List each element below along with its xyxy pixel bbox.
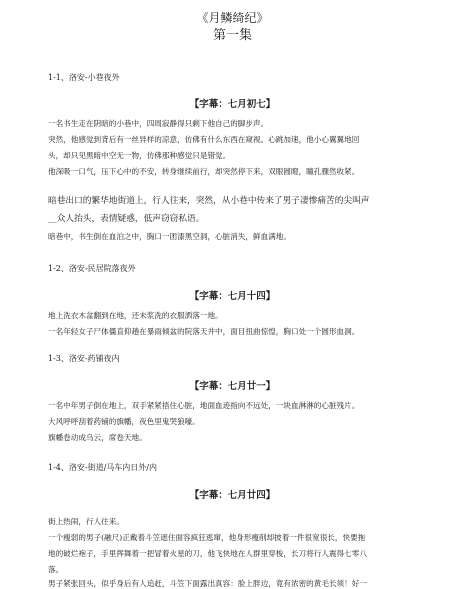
- subtitle-caption: 【字幕：七月廿一】: [189, 381, 276, 392]
- script-line: 男子紧张回头，似乎身后有人追赶，斗笠下面露出真容：脸上胖边，竟有浓密的黄毛长须！好一: [48, 579, 367, 588]
- scene-heading: 1-3、洛安-药铺夜内: [48, 354, 120, 363]
- script-line: 他深吸一口气，压下心中的不安，转身继续前行，却突然停下来，双眼圆瞪，瞳孔骤然收紧。: [48, 167, 360, 176]
- script-line: 一名中年男子倒在地上，双手紧紧捂住心脏，地面血迹指向不远处，一块血淋淋的心脏残片。: [48, 401, 360, 410]
- episode-title: 第一集: [212, 28, 252, 43]
- subtitle-caption: 【字幕：七月十四】: [189, 291, 276, 302]
- document-title: 《月鳞绮纪》: [196, 11, 269, 25]
- subtitle-caption: 【字幕：七月廿四】: [189, 490, 276, 501]
- script-line: 大风呼呼刮着药铺的旗幡，夜色里鬼哭狼嚎。: [48, 417, 200, 426]
- script-line: 一个瘦弱的男子(融尺)正戴着斗笠遮住面容疯狂逃窜，他身形瘦削却披着一件很宽很长，快要拖: [48, 533, 366, 542]
- script-line: 街上热闹，行人往来。: [48, 517, 124, 526]
- scene-heading: 1-2、洛安-民居院落夜外: [48, 264, 136, 273]
- script-line: 突然，他感觉到背后有一丝异样的凉意，仿佛有什么东西在窥视。心跳加速，他小心翼翼地回: [48, 135, 360, 144]
- script-line: 旗幡卷动成乌云，席卷天地。: [48, 433, 147, 442]
- script-line: __众人抬头，表情疑惑，低声窃窃私语。: [48, 214, 205, 224]
- script-line: 地的破烂袍子，手里挥舞着一把冒着火星的刀，他飞快地在人群里穿梭，长刀将行人震得七零八: [48, 549, 367, 558]
- script-line: 落。: [48, 565, 64, 574]
- script-line: 头，却只见黑暗中空无一物，仿佛那种感觉只是错觉。: [48, 151, 231, 160]
- subtitle-caption: 【字幕：七月初七】: [189, 99, 276, 110]
- script-line: 暗巷中，书生倒在血泊之中，胸口一团漆黑空洞，心脏消失，鲜血满地。: [48, 232, 291, 241]
- script-line: 暗巷出口的繁华地街道上，行人往来，突然，从小巷中传来了男子凄惨痛苦的尖叫声: [48, 196, 370, 206]
- scene-heading: 1-4、洛安-街道/马车内日外/内: [48, 463, 157, 472]
- scene-heading: 1-1、洛安-小巷夜外: [48, 73, 120, 82]
- script-line: 一名书生走在阴暗的小巷中，四周寂静得只剩下他自己的脚步声。: [48, 119, 269, 128]
- script-line: 一名年轻女子尸体僵直仰趟在暴雨倾盆的院落天井中，面目扭曲惊惶，胸口处一个圆形血洞。: [48, 327, 360, 336]
- script-line: 地上洗衣木盆翻到在地，还未浆洗的衣服洒落一地。: [48, 311, 223, 320]
